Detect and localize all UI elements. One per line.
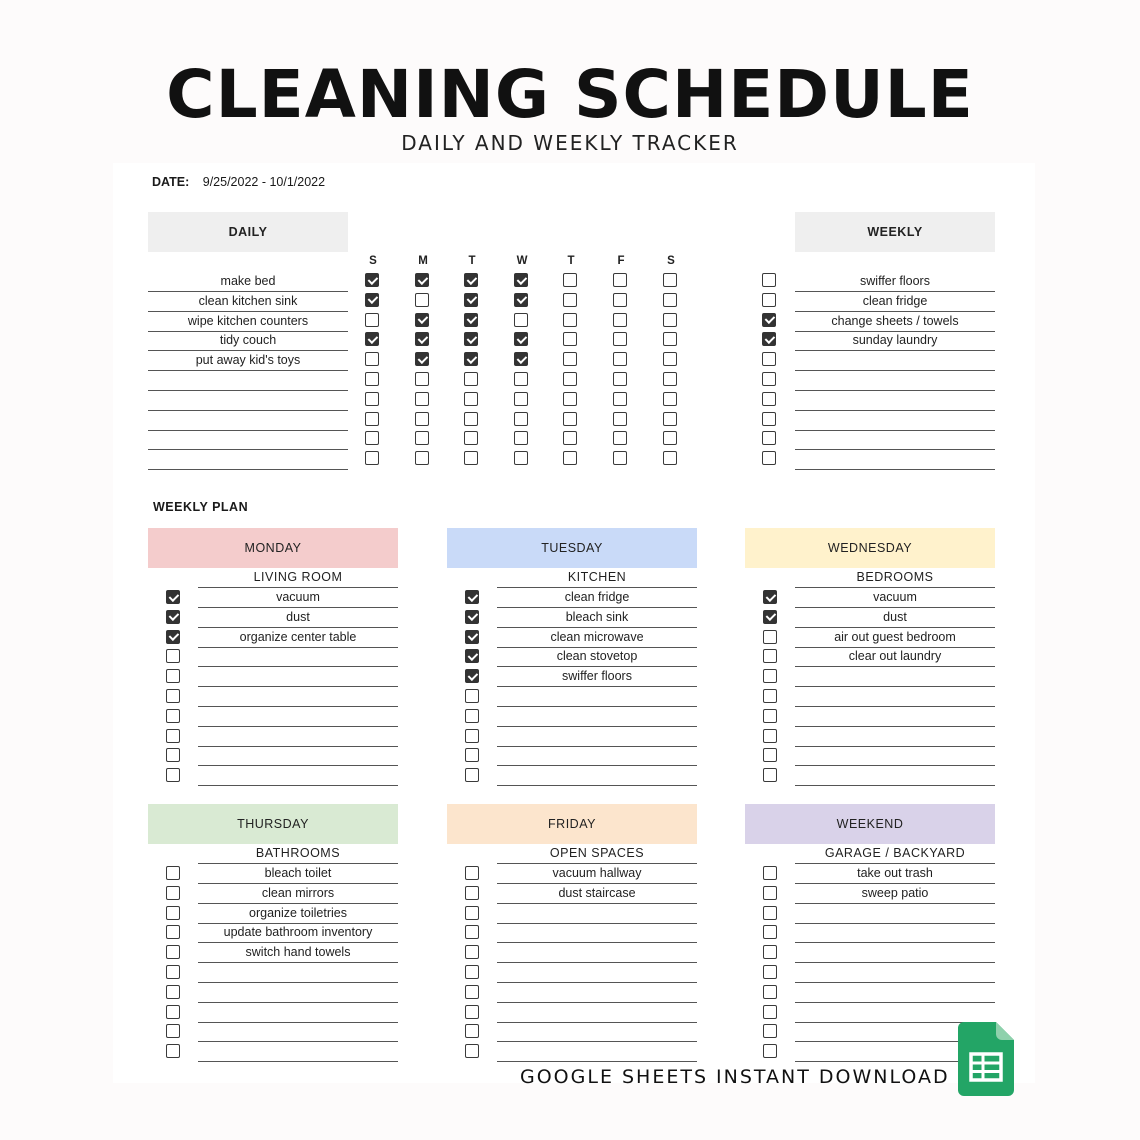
plan-checkbox-friday[interactable] [465,866,479,880]
plan-task-row-tuesday[interactable]: clean fridge [497,588,697,608]
plan-task-row-wednesday[interactable]: clear out laundry [795,647,995,667]
daily-checkbox[interactable] [563,352,577,366]
plan-area-tuesday: KITCHEN [497,568,697,588]
daily-checkbox[interactable] [415,273,429,287]
plan-checkbox-thursday[interactable] [166,866,180,880]
plan-checkbox-monday[interactable] [166,729,180,743]
weekly-task-row[interactable] [795,351,995,371]
plan-task-row-tuesday[interactable]: bleach sink [497,608,697,628]
plan-header-weekend: WEEKEND [745,804,995,844]
weekly-checkbox[interactable] [762,412,776,426]
daily-checkbox[interactable] [613,451,627,465]
plan-checkbox-monday[interactable] [166,610,180,624]
day-letter: T [567,255,575,267]
date-value[interactable]: 9/25/2022 - 10/1/2022 [202,175,326,189]
plan-task-row-friday[interactable] [497,1042,697,1062]
daily-checkbox[interactable] [464,313,478,327]
daily-checkbox[interactable] [514,273,528,287]
daily-checkbox[interactable] [563,451,577,465]
daily-checkbox[interactable] [563,431,577,445]
daily-task-row[interactable] [148,411,348,431]
weekly-task-row[interactable] [795,391,995,411]
plan-task-row-monday[interactable]: vacuum [198,588,398,608]
plan-task-row-weekend[interactable] [795,904,995,924]
plan-task-row-wednesday[interactable] [795,687,995,707]
daily-checkbox[interactable] [613,352,627,366]
plan-checkbox-weekend[interactable] [763,1044,777,1058]
daily-checkbox[interactable] [365,412,379,426]
daily-checkbox[interactable] [464,392,478,406]
daily-checkbox[interactable] [464,451,478,465]
daily-task-row[interactable]: clean kitchen sink [148,292,348,312]
daily-checkbox[interactable] [415,392,429,406]
plan-task-row-wednesday[interactable] [795,707,995,727]
daily-checkbox[interactable] [663,273,677,287]
plan-checkbox-tuesday[interactable] [465,590,479,604]
daily-checkbox[interactable] [514,352,528,366]
daily-checkbox[interactable] [563,372,577,386]
daily-checkbox[interactable] [563,293,577,307]
plan-task-row-monday[interactable] [198,746,398,766]
daily-checkbox[interactable] [663,451,677,465]
plan-header-monday: MONDAY [148,528,398,568]
plan-checkbox-wednesday[interactable] [763,689,777,703]
plan-task-row-monday[interactable] [198,727,398,747]
plan-checkbox-tuesday[interactable] [465,709,479,723]
plan-task-row-tuesday[interactable] [497,746,697,766]
plan-checkbox-monday[interactable] [166,630,180,644]
plan-checkbox-thursday[interactable] [166,965,180,979]
daily-checkbox[interactable] [365,352,379,366]
day-letter: W [516,255,528,267]
daily-checkbox[interactable] [613,273,627,287]
daily-checkbox[interactable] [464,431,478,445]
page-title: CLEANING SCHEDULE [166,56,974,133]
plan-checkbox-friday[interactable] [465,925,479,939]
plan-task-row-thursday[interactable] [198,1042,398,1062]
daily-checkbox[interactable] [464,372,478,386]
plan-checkbox-tuesday[interactable] [465,729,479,743]
plan-checkbox-tuesday[interactable] [465,768,479,782]
google-sheets-icon [958,1022,1014,1096]
day-letter: S [369,255,377,267]
daily-checkbox[interactable] [365,451,379,465]
plan-task-row-friday[interactable]: dust staircase [497,884,697,904]
daily-task-row[interactable] [148,430,348,450]
date-row [152,175,325,189]
plan-checkbox-friday[interactable] [465,1044,479,1058]
plan-task-row-friday[interactable] [497,1022,697,1042]
plan-checkbox-wednesday[interactable] [763,669,777,683]
daily-checkbox[interactable] [365,273,379,287]
plan-checkbox-monday[interactable] [166,649,180,663]
plan-task-row-tuesday[interactable] [497,707,697,727]
plan-task-row-wednesday[interactable] [795,667,995,687]
plan-checkbox-monday[interactable] [166,590,180,604]
plan-area-wednesday: BEDROOMS [795,568,995,588]
plan-task-row-weekend[interactable]: sweep patio [795,884,995,904]
plan-task-row-wednesday[interactable] [795,746,995,766]
plan-task-row-monday[interactable]: dust [198,608,398,628]
daily-checkbox[interactable] [514,431,528,445]
daily-checkbox[interactable] [613,412,627,426]
daily-checkbox[interactable] [663,352,677,366]
daily-task-row[interactable]: put away kid's toys [148,351,348,371]
plan-task-row-wednesday[interactable] [795,766,995,786]
plan-area-friday: OPEN SPACES [497,844,697,864]
plan-area-thursday: BATHROOMS [198,844,398,864]
plan-header-thursday: THURSDAY [148,804,398,844]
plan-checkbox-weekend[interactable] [763,1024,777,1038]
plan-checkbox-wednesday[interactable] [763,649,777,663]
weekly-task-row[interactable] [795,411,995,431]
daily-checkbox[interactable] [663,431,677,445]
daily-checkbox[interactable] [415,313,429,327]
daily-checkbox[interactable] [464,293,478,307]
daily-checkbox[interactable] [563,313,577,327]
plan-task-row-tuesday[interactable] [497,727,697,747]
plan-task-row-tuesday[interactable]: clean microwave [497,628,697,648]
plan-checkbox-tuesday[interactable] [465,748,479,762]
plan-task-row-thursday[interactable] [198,983,398,1003]
plan-task-row-friday[interactable] [497,923,697,943]
plan-checkbox-weekend[interactable] [763,945,777,959]
daily-checkbox[interactable] [514,372,528,386]
plan-task-row-friday[interactable]: vacuum hallway [497,864,697,884]
plan-checkbox-thursday[interactable] [166,925,180,939]
plan-task-row-wednesday[interactable] [795,727,995,747]
plan-checkbox-wednesday[interactable] [763,630,777,644]
plan-checkbox-monday[interactable] [166,669,180,683]
daily-checkbox[interactable] [365,372,379,386]
plan-task-row-weekend[interactable]: take out trash [795,864,995,884]
weekly-checkbox[interactable] [762,352,776,366]
plan-task-row-thursday[interactable]: switch hand towels [198,943,398,963]
plan-checkbox-weekend[interactable] [763,906,777,920]
plan-task-row-tuesday[interactable] [497,687,697,707]
plan-checkbox-tuesday[interactable] [465,630,479,644]
daily-checkbox[interactable] [663,372,677,386]
daily-checkbox[interactable] [514,392,528,406]
plan-task-row-wednesday[interactable]: dust [795,608,995,628]
daily-checkbox[interactable] [365,332,379,346]
daily-task-row[interactable] [148,450,348,470]
plan-task-row-thursday[interactable]: update bathroom inventory [198,923,398,943]
weekly-task-row[interactable]: change sheets / towels [795,312,995,332]
plan-checkbox-wednesday[interactable] [763,709,777,723]
plan-task-row-thursday[interactable]: clean mirrors [198,884,398,904]
weekly-checkbox[interactable] [762,313,776,327]
daily-checkbox[interactable] [563,332,577,346]
weekly-checkbox[interactable] [762,273,776,287]
plan-checkbox-friday[interactable] [465,1024,479,1038]
plan-task-row-weekend[interactable] [795,923,995,943]
plan-task-row-weekend[interactable] [795,983,995,1003]
daily-checkbox[interactable] [365,293,379,307]
daily-checkbox[interactable] [514,412,528,426]
plan-task-row-wednesday[interactable]: air out guest bedroom [795,628,995,648]
plan-task-row-tuesday[interactable]: clean stovetop [497,647,697,667]
daily-checkbox[interactable] [613,313,627,327]
plan-checkbox-wednesday[interactable] [763,729,777,743]
plan-task-row-tuesday[interactable] [497,766,697,786]
daily-checkbox[interactable] [563,392,577,406]
daily-checkbox[interactable] [563,412,577,426]
daily-checkbox[interactable] [415,332,429,346]
plan-task-row-weekend[interactable] [795,1003,995,1023]
weekly-task-row[interactable]: clean fridge [795,292,995,312]
plan-checkbox-friday[interactable] [465,965,479,979]
weekly-task-row[interactable]: swiffer floors [795,272,995,292]
plan-checkbox-thursday[interactable] [166,985,180,999]
daily-checkbox[interactable] [415,451,429,465]
daily-checkbox[interactable] [415,372,429,386]
plan-checkbox-thursday[interactable] [166,945,180,959]
plan-checkbox-tuesday[interactable] [465,610,479,624]
weekly-checkbox[interactable] [762,451,776,465]
plan-checkbox-wednesday[interactable] [763,610,777,624]
daily-checkbox[interactable] [663,293,677,307]
weekly-checkbox[interactable] [762,293,776,307]
plan-checkbox-thursday[interactable] [166,1044,180,1058]
day-letter: F [617,255,625,267]
plan-task-row-thursday[interactable]: organize toiletries [198,904,398,924]
daily-checkbox[interactable] [514,451,528,465]
plan-task-row-weekend[interactable] [795,963,995,983]
plan-checkbox-thursday[interactable] [166,906,180,920]
plan-checkbox-tuesday[interactable] [465,689,479,703]
plan-checkbox-monday[interactable] [166,768,180,782]
weekly-task-row[interactable] [795,371,995,391]
plan-header-friday: FRIDAY [447,804,697,844]
daily-checkbox[interactable] [663,392,677,406]
date-label: DATE: [152,175,190,189]
plan-task-row-friday[interactable] [497,963,697,983]
daily-header: DAILY [148,212,348,252]
daily-checkbox[interactable] [663,313,677,327]
plan-checkbox-wednesday[interactable] [763,748,777,762]
daily-checkbox[interactable] [464,412,478,426]
plan-header-wednesday: WEDNESDAY [745,528,995,568]
plan-task-row-wednesday[interactable]: vacuum [795,588,995,608]
daily-checkbox[interactable] [365,431,379,445]
plan-task-row-monday[interactable] [198,766,398,786]
daily-checkbox[interactable] [415,293,429,307]
plan-task-row-thursday[interactable]: bleach toilet [198,864,398,884]
plan-checkbox-weekend[interactable] [763,886,777,900]
plan-task-row-friday[interactable] [497,943,697,963]
daily-checkbox[interactable] [514,313,528,327]
plan-checkbox-weekend[interactable] [763,866,777,880]
weekly-checkbox[interactable] [762,431,776,445]
plan-task-row-monday[interactable] [198,687,398,707]
daily-task-row[interactable]: wipe kitchen counters [148,312,348,332]
weekly-task-row[interactable] [795,430,995,450]
plan-checkbox-monday[interactable] [166,748,180,762]
plan-checkbox-friday[interactable] [465,985,479,999]
plan-task-row-friday[interactable] [497,1003,697,1023]
plan-checkbox-weekend[interactable] [763,925,777,939]
plan-checkbox-weekend[interactable] [763,965,777,979]
daily-checkbox[interactable] [613,293,627,307]
plan-checkbox-friday[interactable] [465,945,479,959]
plan-checkbox-weekend[interactable] [763,1005,777,1019]
plan-checkbox-thursday[interactable] [166,1024,180,1038]
daily-checkbox[interactable] [415,352,429,366]
page-subtitle: DAILY AND WEEKLY TRACKER [401,131,739,155]
daily-task-row[interactable] [148,371,348,391]
plan-task-row-thursday[interactable] [198,963,398,983]
weekly-plan-label: WEEKLY PLAN [153,500,249,514]
daily-checkbox[interactable] [563,273,577,287]
daily-checkbox[interactable] [365,392,379,406]
daily-checkbox[interactable] [464,352,478,366]
plan-checkbox-weekend[interactable] [763,985,777,999]
weekly-checkbox[interactable] [762,392,776,406]
daily-checkbox[interactable] [415,412,429,426]
weekly-checkbox[interactable] [762,332,776,346]
plan-checkbox-tuesday[interactable] [465,649,479,663]
day-letter: S [667,255,675,267]
daily-task-row[interactable]: tidy couch [148,331,348,351]
plan-checkbox-thursday[interactable] [166,886,180,900]
weekly-checkbox[interactable] [762,372,776,386]
plan-task-row-friday[interactable] [497,983,697,1003]
plan-task-row-monday[interactable]: organize center table [198,628,398,648]
daily-task-row[interactable]: make bed [148,272,348,292]
plan-checkbox-friday[interactable] [465,1005,479,1019]
footer-text: GOOGLE SHEETS INSTANT DOWNLOAD [520,1066,950,1088]
weekly-task-row[interactable] [795,450,995,470]
plan-checkbox-friday[interactable] [465,886,479,900]
day-letter: T [468,255,476,267]
plan-checkbox-wednesday[interactable] [763,590,777,604]
plan-task-row-monday[interactable] [198,647,398,667]
day-letter: M [418,255,428,267]
daily-task-row[interactable] [148,391,348,411]
daily-checkbox[interactable] [613,372,627,386]
plan-checkbox-monday[interactable] [166,709,180,723]
daily-checkbox[interactable] [514,293,528,307]
plan-checkbox-wednesday[interactable] [763,768,777,782]
daily-checkbox[interactable] [613,332,627,346]
sheets-icon-fold [996,1022,1014,1040]
daily-checkbox[interactable] [613,431,627,445]
plan-task-row-monday[interactable] [198,667,398,687]
plan-task-row-friday[interactable] [497,904,697,924]
weekly-header: WEEKLY [795,212,995,252]
plan-task-row-monday[interactable] [198,707,398,727]
daily-checkbox[interactable] [464,332,478,346]
daily-checkbox[interactable] [613,392,627,406]
plan-area-monday: LIVING ROOM [198,568,398,588]
daily-checkbox[interactable] [514,332,528,346]
plan-task-row-thursday[interactable] [198,1003,398,1023]
daily-checkbox[interactable] [663,412,677,426]
weekly-task-row[interactable]: sunday laundry [795,331,995,351]
plan-header-tuesday: TUESDAY [447,528,697,568]
plan-task-row-thursday[interactable] [198,1022,398,1042]
plan-checkbox-friday[interactable] [465,906,479,920]
plan-task-row-weekend[interactable] [795,943,995,963]
plan-task-row-tuesday[interactable]: swiffer floors [497,667,697,687]
daily-checkbox[interactable] [365,313,379,327]
daily-checkbox[interactable] [415,431,429,445]
daily-checkbox[interactable] [464,273,478,287]
plan-checkbox-thursday[interactable] [166,1005,180,1019]
plan-checkbox-tuesday[interactable] [465,669,479,683]
plan-area-weekend: GARAGE / BACKYARD [795,844,995,864]
plan-checkbox-monday[interactable] [166,689,180,703]
daily-checkbox[interactable] [663,332,677,346]
